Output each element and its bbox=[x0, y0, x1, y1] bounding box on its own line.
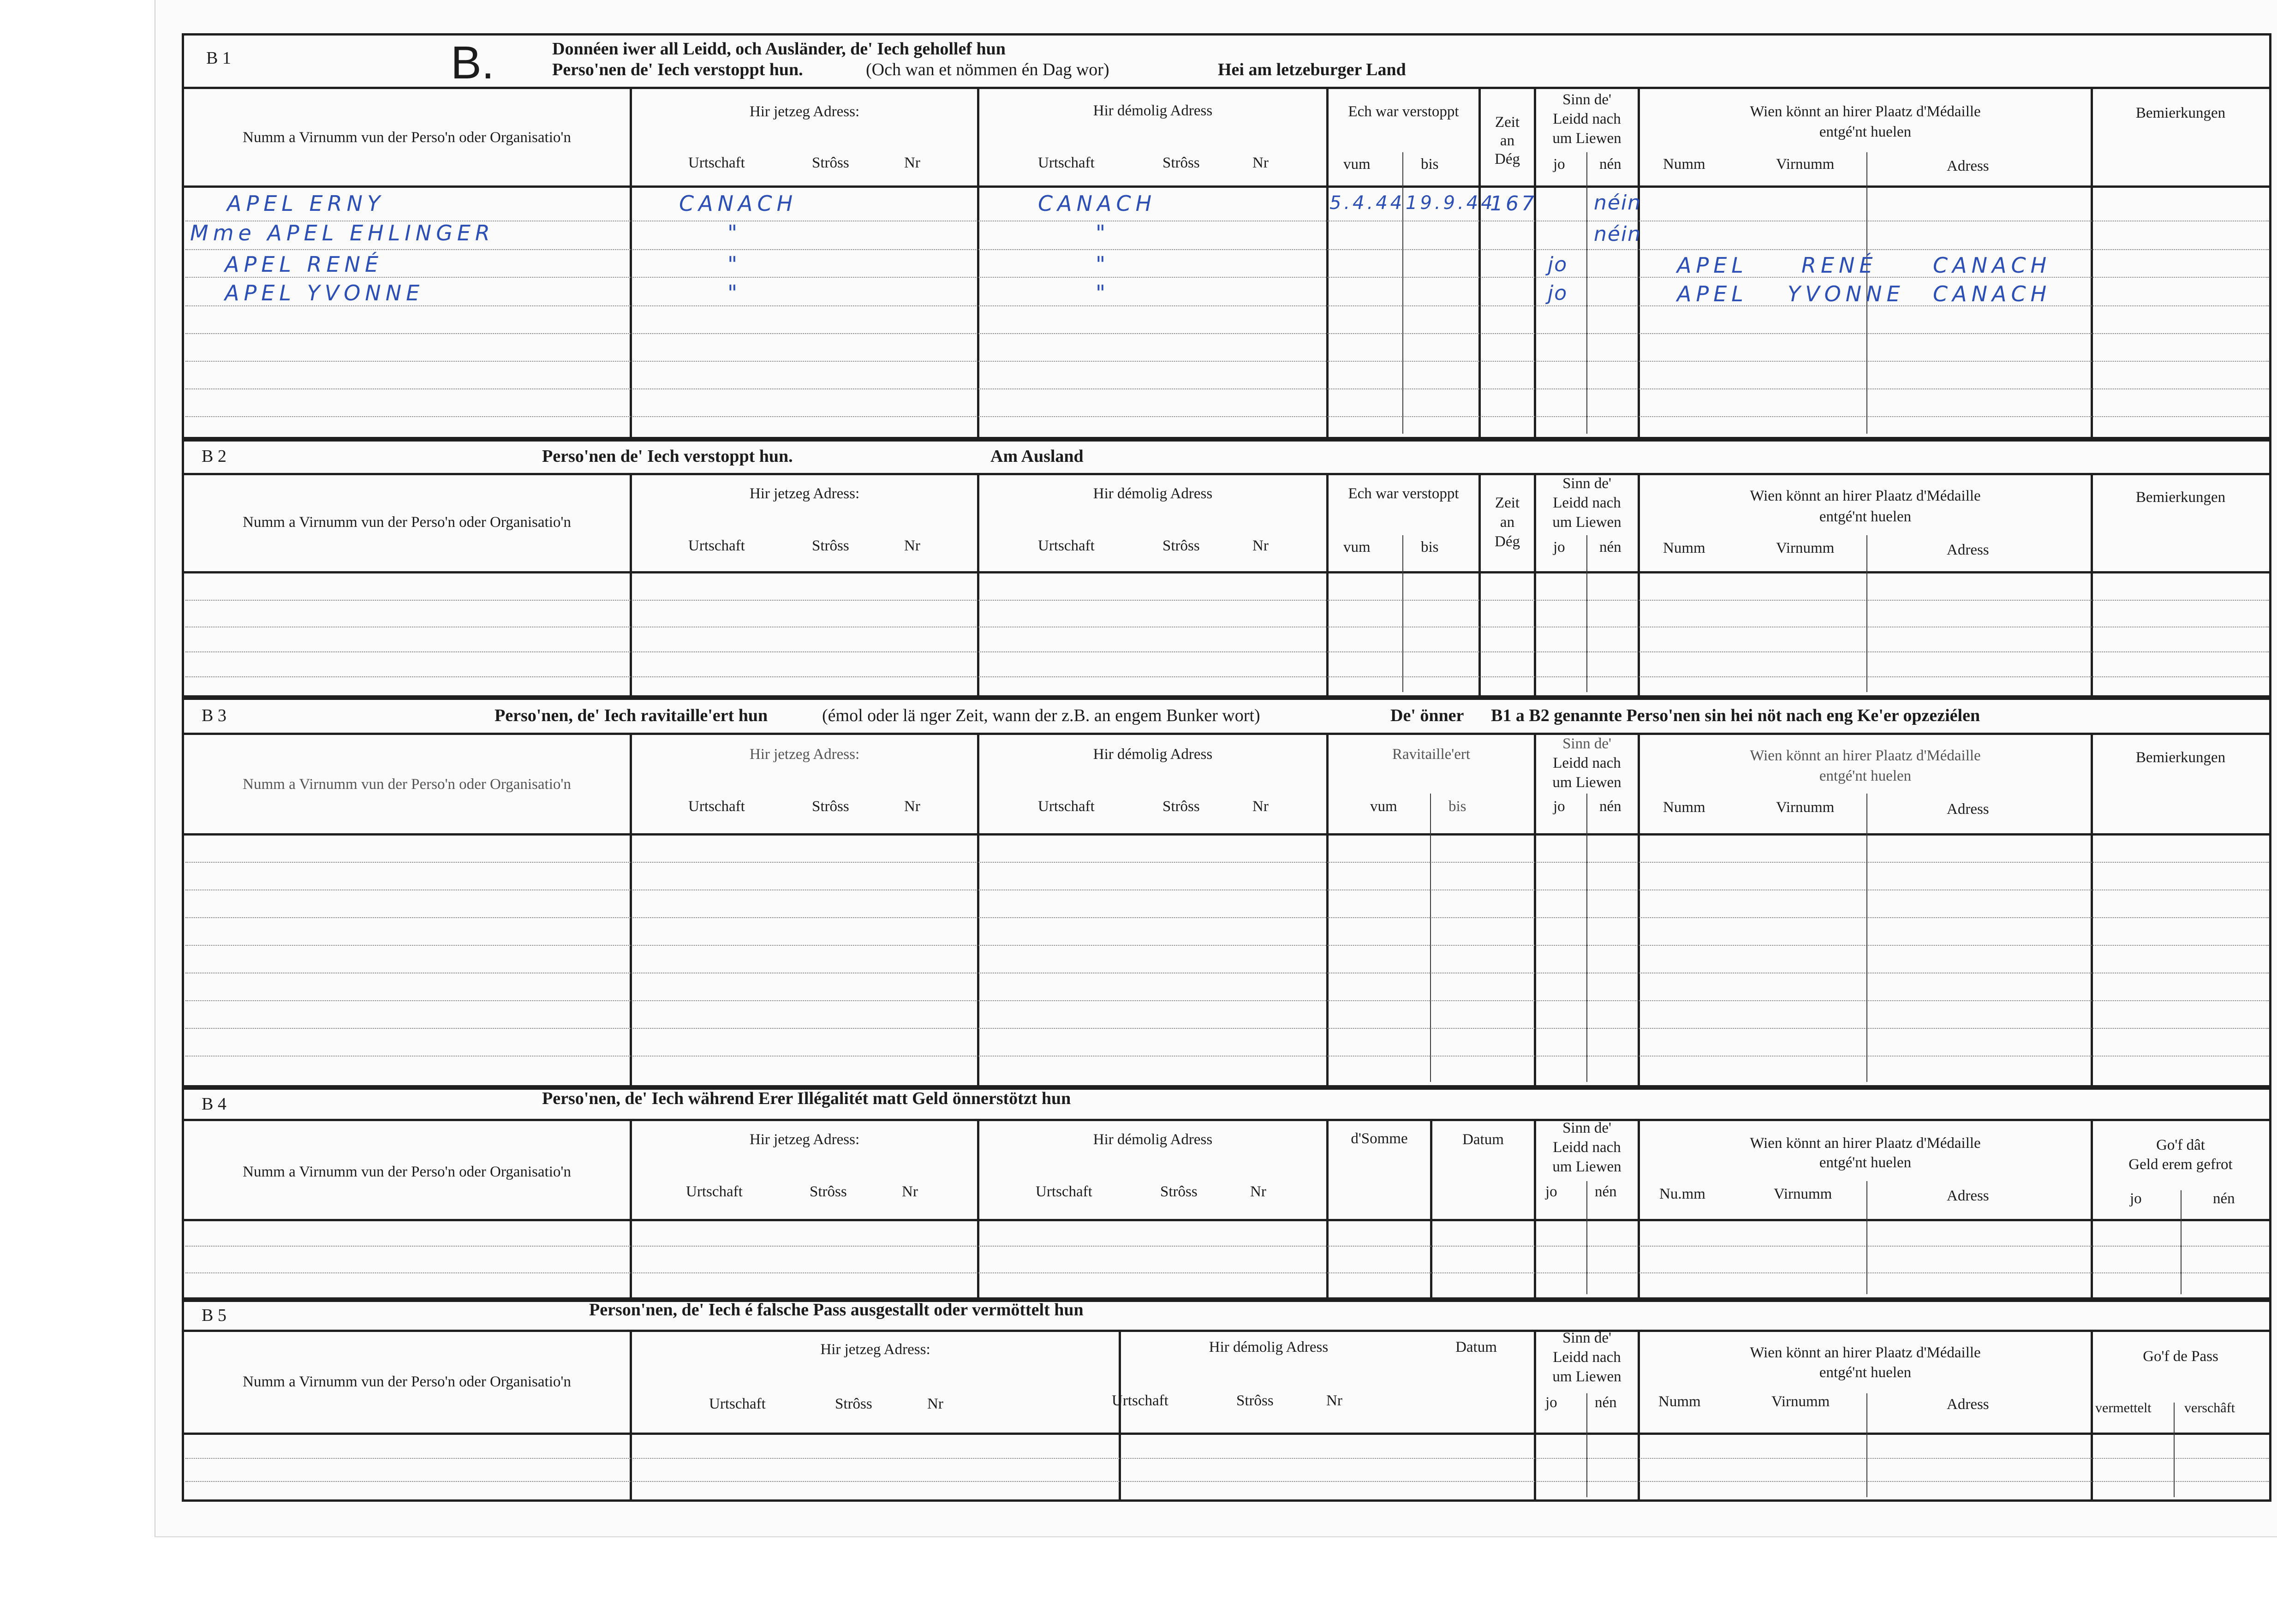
b4-col-money-2: Geld erem gefrot bbox=[2128, 1156, 2233, 1173]
b4-col-alive-1: Sinn de' bbox=[1562, 1120, 1611, 1136]
b3-col-no: nén bbox=[1599, 798, 1621, 815]
b5-title: Person'nen, de' Iech é falsche Pass ausgestallt oder vermöttelt hun bbox=[589, 1300, 1084, 1320]
b4-col-street2: Strôss bbox=[1160, 1183, 1198, 1200]
b3-col-former: Hir démolig Adress bbox=[1093, 746, 1213, 763]
b3-col-place2: Urtschaft bbox=[1038, 798, 1095, 815]
b5-col-adress: Adress bbox=[1947, 1396, 1989, 1413]
b1-col-days-3: Dég bbox=[1495, 151, 1520, 167]
b1-col-medal-1: Wien könnt an hirer Plaatz d'Médaille bbox=[1750, 103, 1981, 120]
b3-code: B 3 bbox=[202, 706, 227, 725]
b1-col-street2: Strôss bbox=[1162, 155, 1200, 171]
b4-title: Perso'nen, de' Iech während Erer Illégalitét matt Geld önnerstötzt hun bbox=[542, 1089, 1071, 1108]
b4-col-sum: d'Somme bbox=[1351, 1130, 1408, 1147]
b2-col-days-2: an bbox=[1500, 514, 1515, 531]
b2-col-remarks: Bemierkungen bbox=[2135, 489, 2226, 506]
b1-col-current: Hir jetzeg Adress: bbox=[749, 103, 860, 120]
b1-col-virnumm: Virnumm bbox=[1776, 156, 1835, 173]
b1-col-remarks: Bemierkungen bbox=[2135, 105, 2226, 121]
b2-col-place: Urtschaft bbox=[688, 537, 745, 554]
b2-code: B 2 bbox=[202, 447, 227, 466]
b5-col-current: Hir jetzeg Adress: bbox=[820, 1341, 930, 1358]
b3-col-medal-2: entgé'nt huelen bbox=[1819, 768, 1912, 784]
b5-col-virnumm: Virnumm bbox=[1771, 1393, 1830, 1410]
b2-col-hidden: Ech war verstoppt bbox=[1348, 485, 1459, 502]
b5-col-given: verschâft bbox=[2184, 1400, 2235, 1415]
b2-col-medal-1: Wien könnt an hirer Plaatz d'Médaille bbox=[1750, 488, 1981, 504]
b4-col-adress: Adress bbox=[1947, 1188, 1989, 1204]
b5-col-nr2: Nr bbox=[1326, 1392, 1342, 1409]
b5-col-street: Strôss bbox=[835, 1396, 872, 1412]
b3-col-numm: Numm bbox=[1663, 799, 1705, 816]
b4-col-yes: jo bbox=[1545, 1183, 1557, 1200]
b3-col-nr: Nr bbox=[904, 798, 920, 815]
b4-col-medal-2: entgé'nt huelen bbox=[1819, 1154, 1912, 1171]
b4-col-name: Numm a Virnumm vun der Perso'n oder Organisatio'n bbox=[243, 1164, 571, 1180]
b1-row1-alive-no: néin bbox=[1594, 191, 1642, 215]
b1-row4-name: APEL YVONNE bbox=[225, 281, 424, 305]
b3-col-yes: jo bbox=[1553, 798, 1565, 815]
b4-col-alive-3: um Liewen bbox=[1552, 1158, 1621, 1175]
b1-col-yes: jo bbox=[1553, 156, 1565, 173]
b1-row1-name: APEL ERNY bbox=[227, 191, 385, 216]
b4-col-current: Hir jetzeg Adress: bbox=[749, 1131, 860, 1148]
b1-col-medal-2: entgé'nt huelen bbox=[1819, 124, 1912, 140]
b5-col-date: Datum bbox=[1455, 1339, 1497, 1355]
b1-row3-medal-name: APEL bbox=[1677, 253, 1748, 278]
b1-row2-alive-no: néin bbox=[1594, 222, 1642, 246]
b5-col-alive-1: Sinn de' bbox=[1562, 1330, 1611, 1346]
b1-col-adress: Adress bbox=[1947, 158, 1989, 174]
b1-row4-former-place: " bbox=[1096, 281, 1110, 305]
b3-col-to: bis bbox=[1448, 798, 1466, 815]
b2-col-numm: Numm bbox=[1663, 540, 1705, 556]
b5-col-name: Numm a Virnumm vun der Perso'n oder Organisatio'n bbox=[243, 1373, 571, 1390]
b4-col-numm: Nu.mm bbox=[1659, 1186, 1705, 1202]
b5-col-former: Hir démolig Adress bbox=[1209, 1339, 1329, 1355]
b1-row2-name: Mme APEL EHLINGER bbox=[190, 221, 495, 245]
b2-col-street: Strôss bbox=[812, 537, 849, 554]
b5-col-passed-on: vermettelt bbox=[2095, 1400, 2152, 1415]
b1-col-place2: Urtschaft bbox=[1038, 155, 1095, 171]
b2-col-alive-3: um Liewen bbox=[1552, 514, 1621, 531]
b5-col-place: Urtschaft bbox=[709, 1396, 766, 1412]
b4-col-nr: Nr bbox=[902, 1183, 918, 1200]
b2-col-name: Numm a Virnumm vun der Perso'n oder Organisatio'n bbox=[243, 514, 571, 531]
b1-row4-medal-name: APEL bbox=[1677, 281, 1748, 306]
b1-col-street: Strôss bbox=[812, 155, 849, 171]
b2-col-place2: Urtschaft bbox=[1038, 537, 1095, 554]
b1-row1-days: 167 bbox=[1490, 192, 1537, 215]
b4-col-money-1: Go'f dât bbox=[2156, 1137, 2205, 1153]
b2-col-medal-2: entgé'nt huelen bbox=[1819, 508, 1912, 525]
b3-col-supplied: Ravitaille'ert bbox=[1392, 746, 1471, 763]
b1-row3-medal-first: RENÉ bbox=[1801, 253, 1878, 278]
b1-col-nr2: Nr bbox=[1252, 155, 1269, 171]
b1-title-line2: Perso'nen de' Iech verstoppt hun. bbox=[552, 60, 803, 79]
b5-col-no: nén bbox=[1595, 1394, 1617, 1411]
b1-row1-current-place: CANACH bbox=[679, 191, 798, 216]
b1-code: B 1 bbox=[206, 48, 231, 68]
b2-col-days-3: Dég bbox=[1495, 533, 1520, 550]
b1-col-name: Numm a Virnumm vun der Perso'n oder Organisatio'n bbox=[243, 129, 571, 146]
b3-title-d: B1 a B2 genannte Perso'nen sin hei nöt nach eng Ke'er opzeziélen bbox=[1491, 706, 1980, 725]
b4-col-no: nén bbox=[1595, 1183, 1617, 1200]
b2-col-yes: jo bbox=[1553, 539, 1565, 555]
b2-frame bbox=[182, 439, 2271, 698]
b2-title: Perso'nen de' Iech verstoppt hun. bbox=[542, 447, 793, 466]
b1-row4-medal-first: YVONNE bbox=[1788, 281, 1905, 306]
b1-row3-name: APEL RENÉ bbox=[225, 252, 383, 277]
b4-col-place2: Urtschaft bbox=[1036, 1183, 1092, 1200]
b1-row3-former-place: " bbox=[1096, 252, 1110, 277]
b4-col-date: Datum bbox=[1462, 1131, 1504, 1148]
b1-col-alive-1: Sinn de' bbox=[1562, 91, 1611, 108]
b3-col-street: Strôss bbox=[812, 798, 849, 815]
b2-col-alive-1: Sinn de' bbox=[1562, 475, 1611, 492]
b3-col-alive-1: Sinn de' bbox=[1562, 735, 1611, 752]
b3-col-place: Urtschaft bbox=[688, 798, 745, 815]
b5-col-alive-3: um Liewen bbox=[1552, 1368, 1621, 1385]
b3-col-remarks: Bemierkungen bbox=[2135, 749, 2226, 766]
b3-col-virnumm: Virnumm bbox=[1776, 799, 1835, 816]
b1-row1-to: 19.9.44 bbox=[1406, 192, 1496, 214]
b5-col-nr: Nr bbox=[927, 1396, 943, 1412]
b1-row2-current-place: " bbox=[727, 221, 742, 245]
b5-col-place2: Urtschaft bbox=[1112, 1392, 1168, 1409]
b2-col-from: vum bbox=[1343, 539, 1371, 555]
b1-col-days-2: an bbox=[1500, 132, 1515, 149]
b3-col-adress: Adress bbox=[1947, 801, 1989, 818]
b2-col-to: bis bbox=[1421, 539, 1439, 555]
b4-col-nr2: Nr bbox=[1250, 1183, 1266, 1200]
b2-col-no: nén bbox=[1599, 539, 1621, 555]
b1-col-alive-2: Leidd nach bbox=[1553, 111, 1621, 127]
b3-title-b: (émol oder lä nger Zeit, wann der z.B. an engem Bunker wort) bbox=[822, 706, 1260, 725]
b5-col-medal-1: Wien könnt an hirer Plaatz d'Médaille bbox=[1750, 1344, 1981, 1361]
b1-row4-current-place: " bbox=[727, 281, 742, 305]
b4-code: B 4 bbox=[202, 1094, 227, 1114]
b5-col-street2: Strôss bbox=[1236, 1392, 1274, 1409]
b4-col-money-yes: jo bbox=[2130, 1190, 2142, 1207]
b1-title-line1: Donnéen iwer all Leidd, och Ausländer, de' Iech gehollef hun bbox=[552, 39, 1006, 59]
b1-row4-medal-address: CANACH bbox=[1933, 281, 2051, 306]
b3-title-c: De' önner bbox=[1390, 706, 1464, 725]
b1-row3-current-place: " bbox=[727, 252, 742, 277]
b2-col-alive-2: Leidd nach bbox=[1553, 495, 1621, 511]
b5-col-numm: Numm bbox=[1658, 1393, 1701, 1410]
b3-col-name: Numm a Virnumm vun der Perso'n oder Organisatio'n bbox=[243, 776, 571, 793]
b1-col-numm: Numm bbox=[1663, 156, 1705, 173]
b4-col-virnumm: Virnumm bbox=[1774, 1186, 1832, 1202]
b1-col-no: nén bbox=[1599, 156, 1621, 173]
b4-col-street: Strôss bbox=[810, 1183, 847, 1200]
b4-col-money-no: nén bbox=[2213, 1190, 2235, 1207]
b2-title-place: Am Ausland bbox=[990, 447, 1084, 466]
b1-col-days-1: Zeit bbox=[1495, 114, 1520, 131]
b1-title-place: Hei am letzeburger Land bbox=[1218, 60, 1406, 79]
b1-col-former: Hir démolig Adress bbox=[1093, 102, 1213, 119]
b3-col-current: Hir jetzeg Adress: bbox=[749, 746, 860, 763]
b5-col-passport: Go'f de Pass bbox=[2143, 1348, 2218, 1365]
b1-row3-alive-yes: jo bbox=[1548, 253, 1568, 276]
b1-row1-former-place: CANACH bbox=[1038, 191, 1156, 216]
b1-row3-medal-address: CANACH bbox=[1933, 253, 2051, 278]
b3-col-medal-1: Wien könnt an hirer Plaatz d'Médaille bbox=[1750, 747, 1981, 764]
b1-col-nr: Nr bbox=[904, 155, 920, 171]
b2-col-former: Hir démolig Adress bbox=[1093, 485, 1213, 502]
b1-col-hidden: Ech war verstoppt bbox=[1348, 103, 1459, 120]
b1-title-paren: (Och wan et nömmen én Dag wor) bbox=[866, 60, 1109, 79]
b1-frame bbox=[182, 33, 2271, 439]
b1-row4-alive-yes: jo bbox=[1548, 281, 1568, 305]
b3-col-alive-3: um Liewen bbox=[1552, 774, 1621, 791]
form-page bbox=[155, 0, 2277, 1537]
b1-row1-from: 5.4.44 bbox=[1329, 192, 1405, 214]
b1-col-from: vum bbox=[1343, 156, 1371, 173]
b1-col-to: bis bbox=[1421, 156, 1439, 173]
b2-col-days-1: Zeit bbox=[1495, 495, 1520, 511]
b2-col-nr: Nr bbox=[904, 537, 920, 554]
b4-col-former: Hir démolig Adress bbox=[1093, 1131, 1213, 1148]
b2-col-virnumm: Virnumm bbox=[1776, 540, 1835, 556]
b3-col-nr2: Nr bbox=[1252, 798, 1269, 815]
b2-col-street2: Strôss bbox=[1162, 537, 1200, 554]
b1-col-alive-3: um Liewen bbox=[1552, 130, 1621, 147]
b5-code: B 5 bbox=[202, 1306, 227, 1325]
b5-col-yes: jo bbox=[1545, 1394, 1557, 1411]
b1-row2-former-place: " bbox=[1096, 221, 1110, 245]
b1-letter: B. bbox=[451, 37, 495, 89]
b2-col-adress: Adress bbox=[1947, 542, 1989, 558]
b2-col-nr2: Nr bbox=[1252, 537, 1269, 554]
b4-col-place: Urtschaft bbox=[686, 1183, 743, 1200]
b4-col-alive-2: Leidd nach bbox=[1553, 1139, 1621, 1156]
b3-col-from: vum bbox=[1370, 798, 1397, 815]
b5-col-alive-2: Leidd nach bbox=[1553, 1349, 1621, 1366]
b1-col-place: Urtschaft bbox=[688, 155, 745, 171]
b5-col-medal-2: entgé'nt huelen bbox=[1819, 1364, 1912, 1381]
b3-title-a: Perso'nen, de' Iech ravitaille'ert hun bbox=[495, 706, 768, 725]
b3-col-alive-2: Leidd nach bbox=[1553, 755, 1621, 771]
b4-col-medal-1: Wien könnt an hirer Plaatz d'Médaille bbox=[1750, 1135, 1981, 1152]
b3-col-street2: Strôss bbox=[1162, 798, 1200, 815]
b2-col-current: Hir jetzeg Adress: bbox=[749, 485, 860, 502]
